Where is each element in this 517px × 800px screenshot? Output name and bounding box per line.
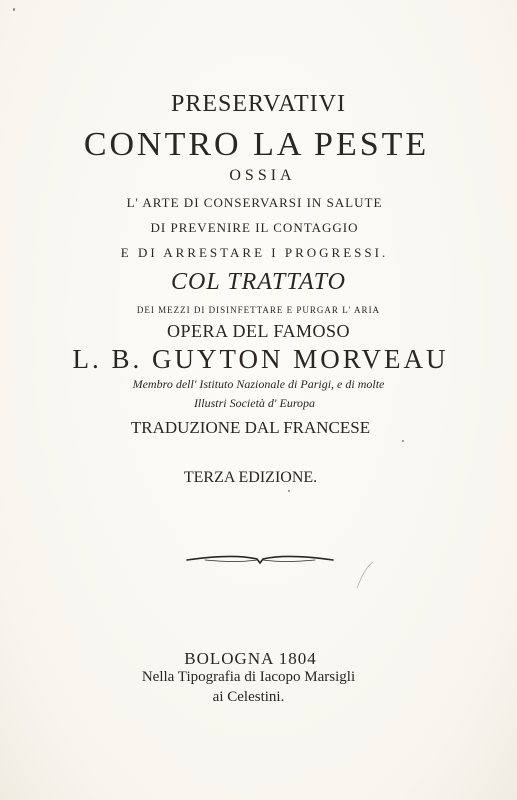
translation-note: TRADUZIONE DAL FRANCESE (130, 418, 371, 437)
imprint-printer: Nella Tipografia di Iacopo Marsigli (141, 669, 356, 685)
col-trattato-heading: COL TRATTATO (171, 269, 346, 295)
paper-speck (402, 440, 404, 442)
subtitle-line-2: DI PREVENIRE IL CONTAGGIO (150, 220, 359, 235)
subtitle-line-1: L' ARTE DI CONSERVARSI IN SALUTE (126, 195, 383, 210)
opera-del-famoso: OPERA DEL FAMOSO (166, 321, 351, 341)
paper-speck (288, 490, 290, 492)
paper-crease-mark (355, 560, 375, 590)
imprint-city-year: BOLOGNA 1804 (184, 649, 317, 668)
paper-speck (13, 8, 15, 11)
swash-rule-ornament-icon (185, 550, 335, 570)
author-affiliation-line-2: Illustri Società d' Europa (193, 396, 316, 410)
edition-note: TERZA EDIZIONE. (183, 469, 318, 486)
imprint-place: ai Celestini. (212, 689, 285, 705)
treatise-subtitle: DEI MEZZI DI DISINFETTARE E PURGAR L' ARIA (136, 305, 381, 315)
author-affiliation-line-1: Membro dell' Istituto Nazionale di Parigi, e di molte (132, 377, 385, 391)
title-line-ossia: OSSIA (229, 167, 296, 184)
subtitle-line-3: E DI ARRESTARE I PROGRESSI. (120, 245, 389, 260)
title-line-preservativi: PRESERVATIVI (171, 91, 346, 117)
title-line-contro-la-peste: CONTRO LA PESTE (83, 126, 430, 163)
author-name: L. B. GUYTON MORVEAU (72, 344, 449, 374)
